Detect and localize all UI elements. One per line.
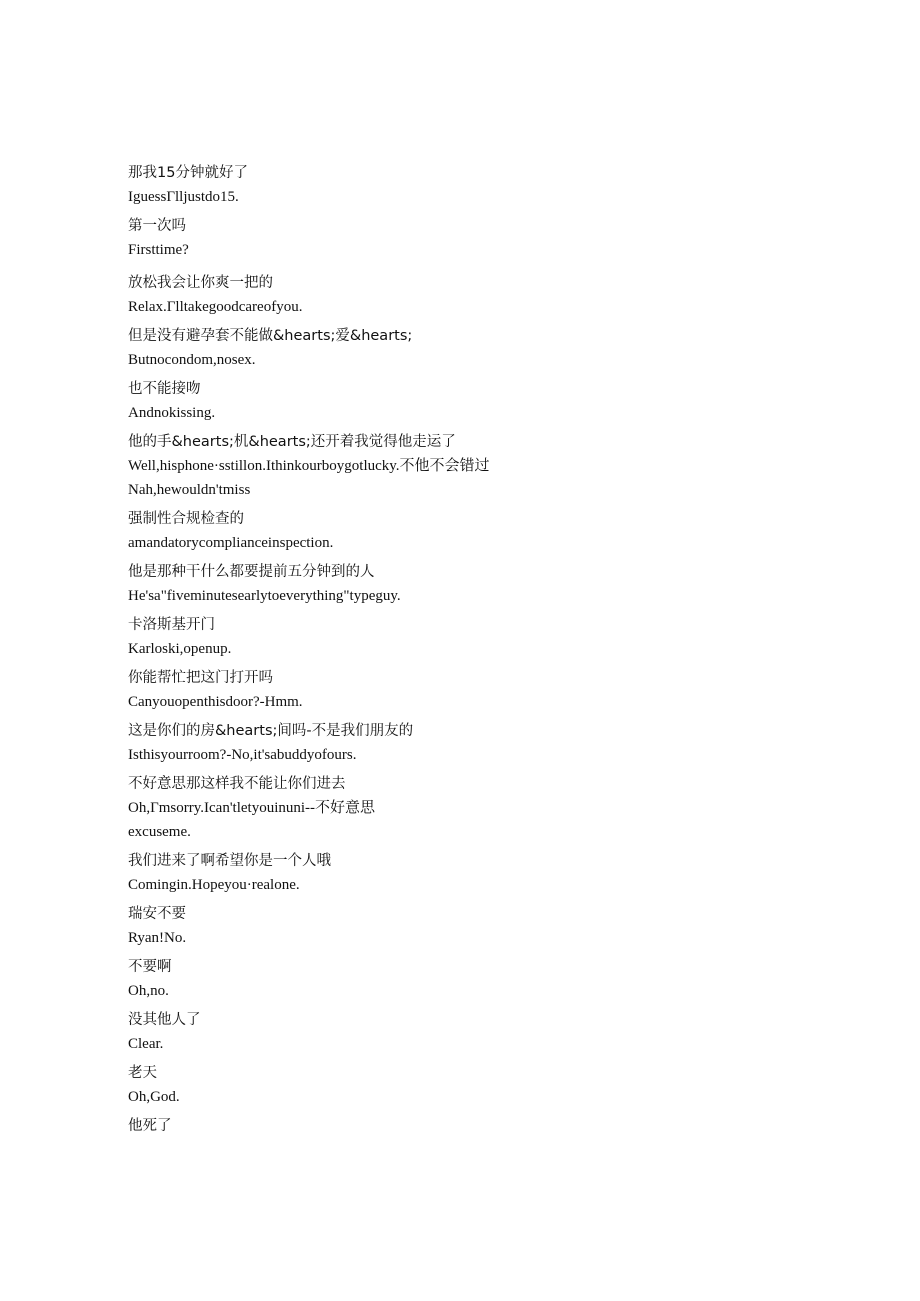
subtitle-line: Isthisyourroom?-No,it'sabuddyofours. xyxy=(128,747,357,763)
subtitle-line: 他的手&hearts;机&hearts;还开着我觉得他走运了 xyxy=(128,434,456,450)
subtitle-line: amandatorycomplianceinspection. xyxy=(128,535,334,551)
subtitle-line: 他是那种干什么都要提前五分钟到的人 xyxy=(128,564,375,580)
subtitle-line: 瑞安不要 xyxy=(128,906,186,922)
subtitle-line: Ryan!No. xyxy=(128,930,187,946)
subtitle-line: 但是没有避孕套不能做&hearts;爱&hearts; xyxy=(128,328,413,344)
subtitle-line: IguessΓlljustdo15. xyxy=(128,189,239,205)
subtitle-list xyxy=(128,161,888,1138)
subtitle-line: Comingin.Hopeyou·realone. xyxy=(128,877,300,893)
subtitle-line: Oh,God. xyxy=(128,1089,180,1105)
subtitle-line: He'sa"fiveminutesearlytoeverything"typeguy. xyxy=(128,588,401,604)
subtitle-line: 这是你们的房&hearts;间吗-不是我们朋友的 xyxy=(128,723,414,739)
subtitle-line: 那我15分钟就好了 xyxy=(128,165,248,181)
subtitle-line: 第一次吗 xyxy=(128,218,186,234)
subtitle-line: Oh,Γmsorry.Ican'tletyouinuni--不好意思 xyxy=(128,800,376,816)
subtitle-line: Relax.Γlltakegoodcareofyou. xyxy=(128,299,303,315)
subtitle-line: excuseme. xyxy=(128,824,191,840)
subtitle-line: 老天 xyxy=(128,1065,157,1081)
subtitle-line: 放松我会让你爽一把的 xyxy=(128,275,273,291)
subtitle-line: Andnokissing. xyxy=(128,405,216,421)
subtitle-line: 强制性合规检查的 xyxy=(128,511,244,527)
subtitle-line: 他死了 xyxy=(128,1118,172,1134)
subtitle-line: 我们进来了啊希望你是一个人哦 xyxy=(128,853,331,869)
subtitle-line: Well,hisphone·sstillon.Ithinkourboygotlucky.不他不会错过 xyxy=(128,458,490,474)
subtitle-line: 你能帮忙把这门打开吗 xyxy=(128,670,273,686)
subtitle-line: Nah,hewouldn'tmiss xyxy=(128,482,251,498)
subtitle-line: Oh,no. xyxy=(128,983,169,999)
subtitle-line: Canyouopenthisdoor?-Hmm. xyxy=(128,694,303,710)
subtitle-line: Clear. xyxy=(128,1036,164,1052)
subtitle-line: Karloski,openup. xyxy=(128,641,232,657)
subtitle-line: 卡洛斯基开门 xyxy=(128,617,215,633)
subtitle-line: 也不能接吻 xyxy=(128,381,201,397)
subtitle-line: Butnocondom,nosex. xyxy=(128,352,256,368)
subtitle-line: Firsttime? xyxy=(128,242,189,258)
subtitle-line: 不好意思那这样我不能让你们进去 xyxy=(128,776,346,792)
subtitle-line: 没其他人了 xyxy=(128,1012,201,1028)
subtitle-line: 不要啊 xyxy=(128,959,172,975)
